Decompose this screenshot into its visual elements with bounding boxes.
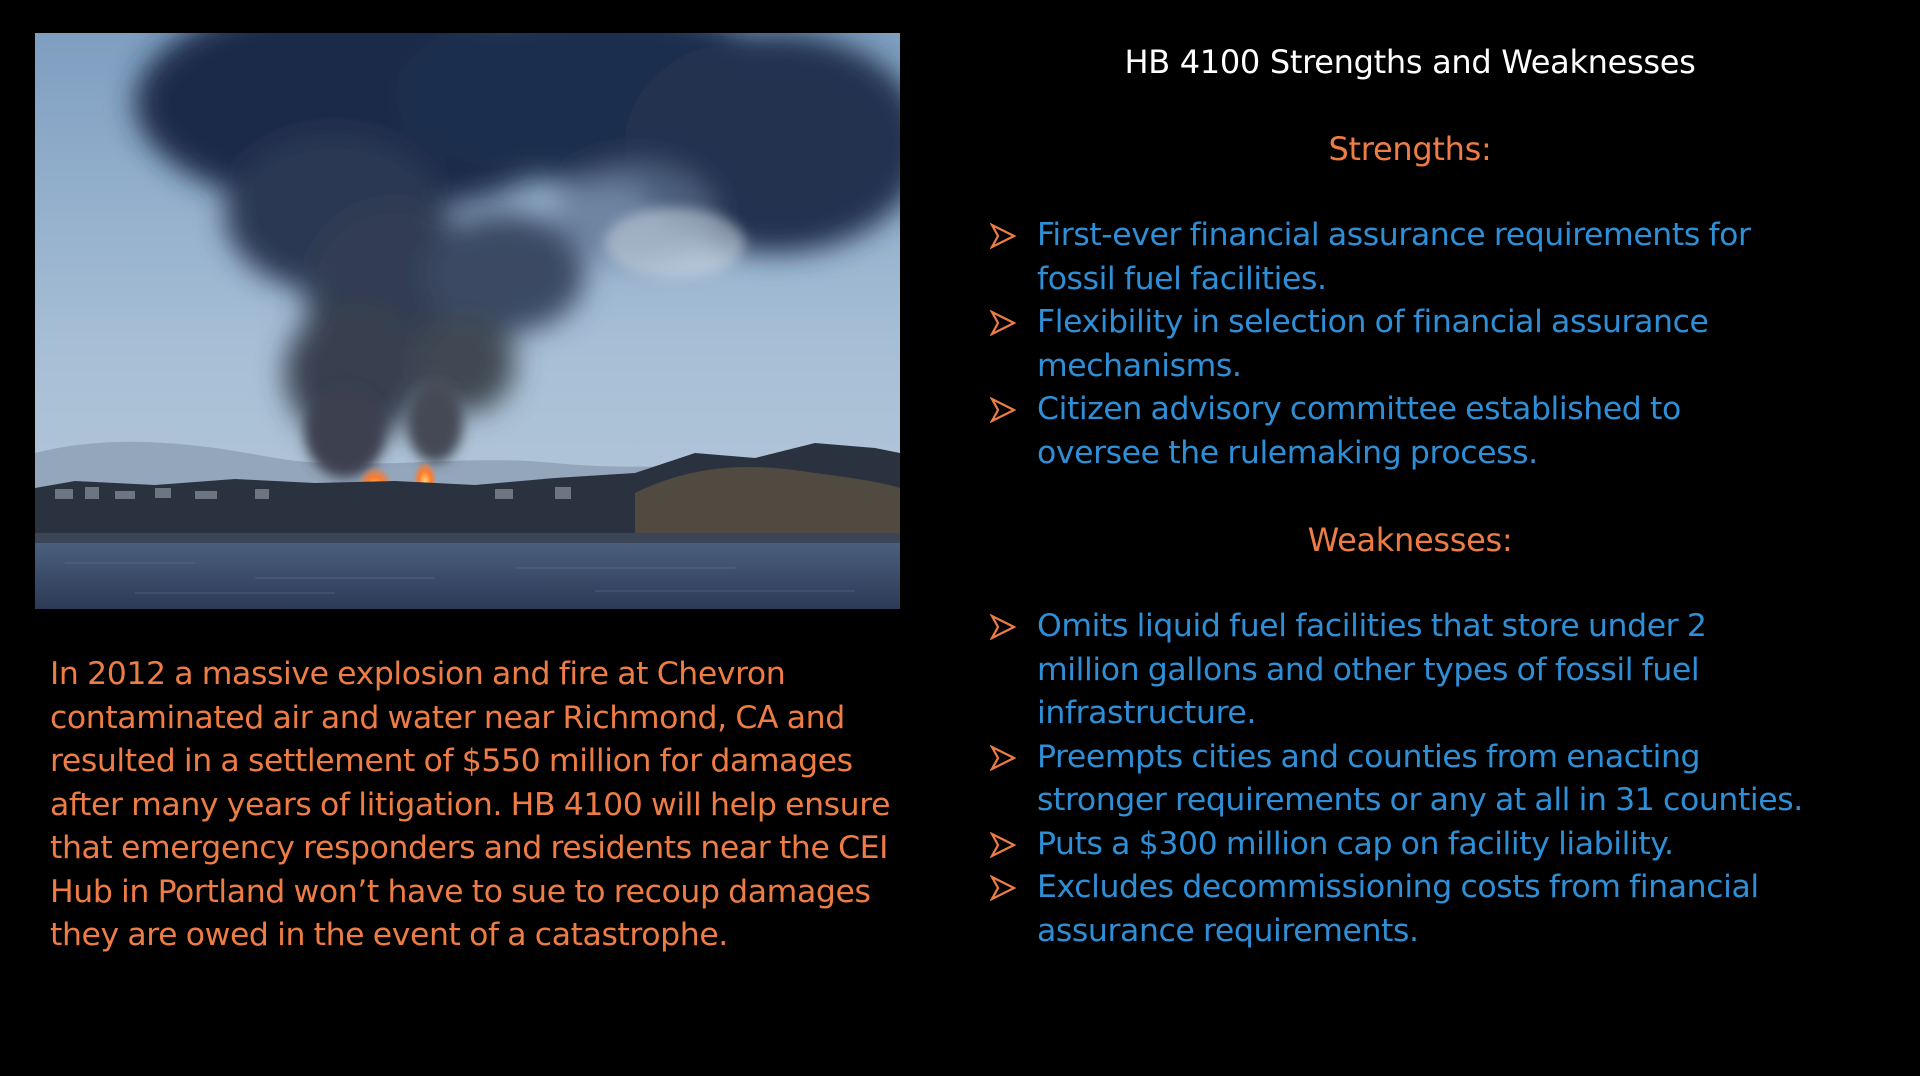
strength-text: Citizen advisory committee established to oversee the rulemaking process. xyxy=(1037,391,1681,471)
photo-caption: In 2012 a massive explosion and fire at Chevron contaminated air and water near Richmond, CA and resulted in a settlement of $550 million for damages after many years of litigation. HB 4100 will help ensure that emergency responders and residents near the CEI Hub in Portland won’t have to sue to recoup damages they are owed in the event of a catastrophe. xyxy=(50,656,891,953)
weakness-text: Excludes decommissioning costs from financial assurance requirements. xyxy=(1037,869,1759,949)
arrow-bullet-icon xyxy=(990,875,1016,901)
arrow-bullet-icon xyxy=(990,614,1016,640)
arrow-bullet-icon xyxy=(990,223,1016,249)
photo-illustration xyxy=(35,33,900,609)
weakness-text: Puts a $300 million cap on facility liability. xyxy=(1037,825,1674,862)
strengths-heading: Strengths: xyxy=(1328,130,1492,168)
page-title: HB 4100 Strengths and Weaknesses xyxy=(1124,43,1696,81)
strengths-list xyxy=(985,214,1810,475)
arrow-bullet-icon xyxy=(990,832,1016,858)
list-item xyxy=(985,866,1810,953)
refinery-fire-photo xyxy=(35,33,900,609)
weaknesses-heading: Weaknesses: xyxy=(1307,521,1513,559)
weakness-text: Preempts cities and counties from enacting stronger requirements or any at all in 31 counties. xyxy=(1037,738,1803,818)
weakness-text: Omits liquid fuel facilities that store under 2 million gallons and other types of fossil fuel infrastructure. xyxy=(1037,608,1707,731)
arrow-bullet-icon xyxy=(990,310,1016,336)
arrow-bullet-icon xyxy=(990,397,1016,423)
arrow-bullet-icon xyxy=(990,745,1016,771)
strength-text: Flexibility in selection of financial assurance mechanisms. xyxy=(1037,304,1709,384)
list-item xyxy=(985,301,1810,388)
list-item xyxy=(985,736,1810,823)
strength-text: First-ever financial assurance requirements for fossil fuel facilities. xyxy=(1037,217,1751,297)
list-item xyxy=(985,605,1810,736)
list-item xyxy=(985,214,1810,301)
weaknesses-list xyxy=(985,605,1810,953)
list-item xyxy=(985,388,1810,475)
list-item xyxy=(985,823,1810,867)
strengths-weaknesses-panel xyxy=(985,40,1810,953)
